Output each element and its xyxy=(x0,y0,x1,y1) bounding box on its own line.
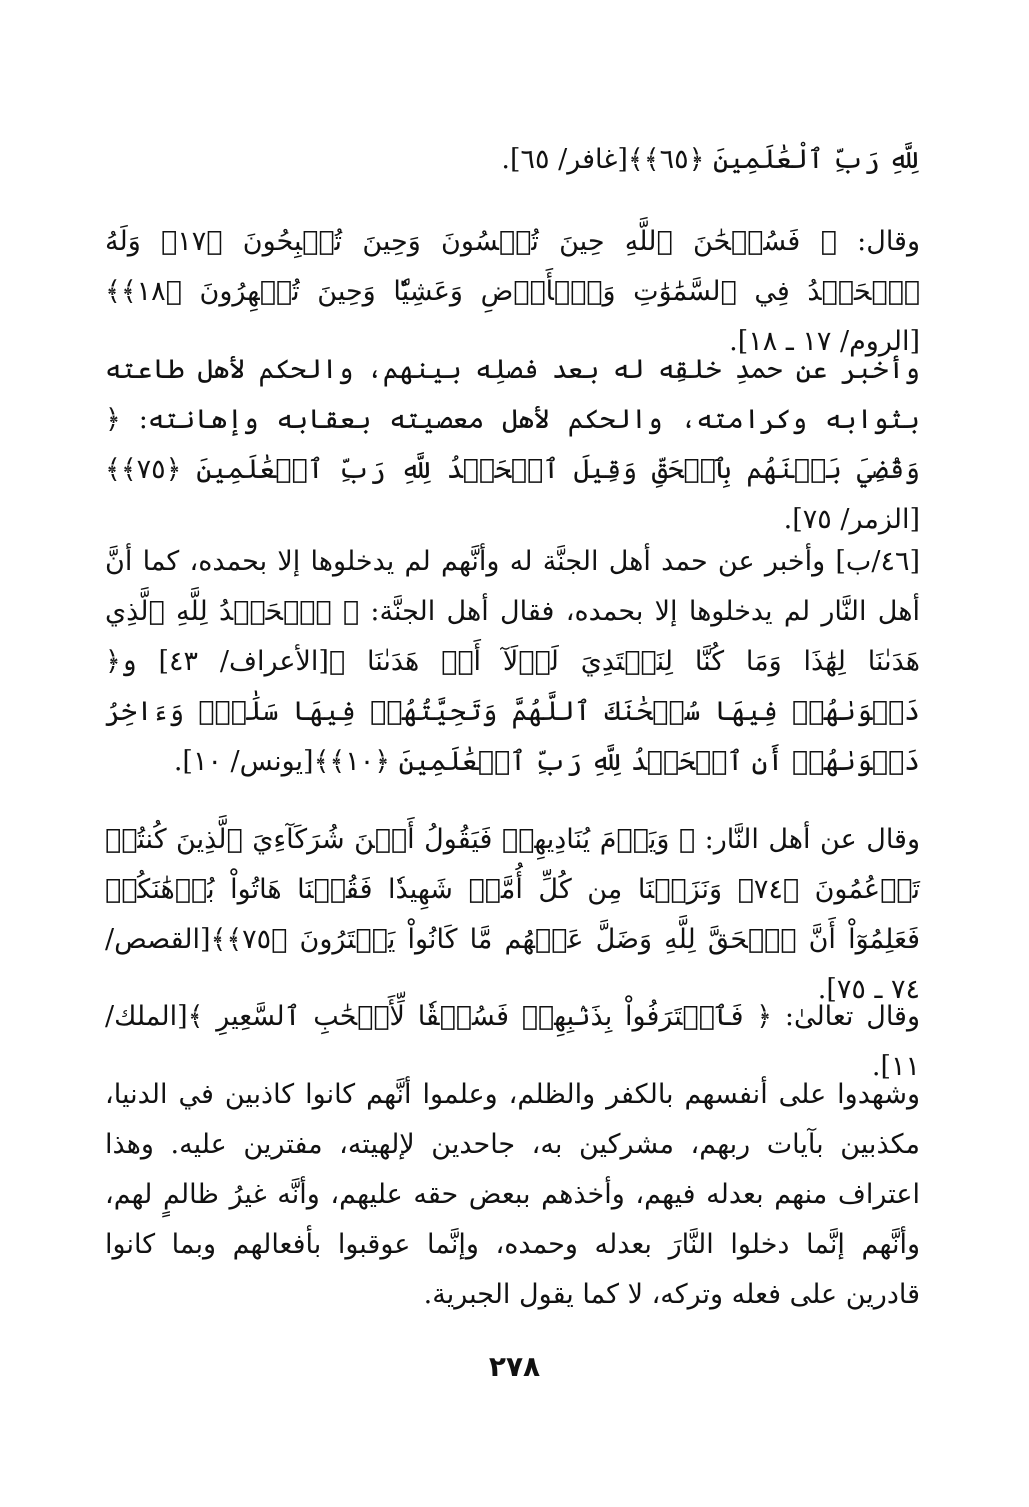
paragraph-3 xyxy=(105,345,920,545)
verse-continuation: لِلَّهِ رَبِّ ٱلْعَٰلَمِينَ ﴿٦٥﴾﴾[غافر/ ٦٥]. xyxy=(501,144,920,175)
paragraph-text: وقال تعالىٰ: ﴿ فَٱعۡتَرَفُواْ بِذَنۢبِهِمۡ فَسُحۡقٗا لِّأَصۡحَٰبِ ٱلسَّعِيرِ ﴾[الملك/ ١١]. xyxy=(105,1001,920,1082)
paragraph-text: وأخبر عن حمدِ خلقِه له بعد فصلِه بينهم، والحكم لأهل طاعته بثوابه وكرامته، والحكم لأهل معصيته بعقابه وإهانته: ﴿ وَقُضِيَ بَيۡنَهُم بِٱلۡحَقِّ وَقِيلَ ٱلۡحَمۡدُ لِلَّهِ رَبِّ ٱلۡعَٰلَمِينَ ﴿٧٥﴾﴾[الزمر/ ٧٥]. xyxy=(105,354,920,535)
paragraph-text: وشهدوا على أنفسهم بالكفر والظلم، وعلموا أنَّهم كانوا كاذبين في الدنيا، مكذبين بآيات ربهم، مشركين به، جاحدين لإلهيته، مفترين عليه. وهذا اعتراف منهم بعدله فيهم، وأخذهم ببعض حقه عليهم، وأنَّه غيرُ ظالمٍ لهم، وأنَّهم إنَّما دخلوا النَّارَ بعدله وحمده، وإنَّما عوقبوا بأفعالهم وبما كانوا قادرين على فعله وتركه، لا كما يقول الجبرية. xyxy=(105,1079,920,1310)
paragraph-text: [٤٦/ب] وأخبر عن حمد أهل الجنَّة له وأنَّهم لم يدخلوها إلا بحمده، كما أنَّ أهل النَّار لم يدخلوها إلا بحمده، فقال أهل الجنَّة: ﴿ ٱلۡحَمۡدُ لِلَّهِ ٱلَّذِي هَدَىٰنَا لِهَٰذَا وَمَا كُنَّا لِنَهۡتَدِيَ لَوۡلَآ أَنۡ هَدَىٰنَا ﴾[الأعراف/ ٤٣] و﴿ دَعۡوَىٰهُمۡ فِيهَا سُبۡحَٰنَكَ ٱللَّهُمَّ وَتَحِيَّتُهُمۡ فِيهَا سَلَٰمٞۚ وَءَاخِرُ دَعۡوَىٰهُمۡ أَنِ ٱلۡحَمۡدُ لِلَّهِ رَبِّ ٱلۡعَٰلَمِينَ ﴿١٠﴾﴾[يونس/ ١٠]. xyxy=(105,546,920,777)
paragraph-1-continuation xyxy=(105,135,920,185)
paragraph-text: وقال عن أهل النَّار: ﴿ وَيَوۡمَ يُنَادِيهِمۡ فَيَقُولُ أَيۡنَ شُرَكَآءِيَ ٱلَّذِينَ كُنتُمۡ تَزۡعُمُونَ ﴿٧٤﴾ وَنَزَعۡنَا مِن كُلِّ أُمَّةٖ شَهِيدٗا فَقُلۡنَا هَاتُواْ بُرۡهَٰنَكُمۡ فَعَلِمُوٓاْ أَنَّ ٱلۡحَقَّ لِلَّهِ وَضَلَّ عَنۡهُم مَّا كَانُواْ يَفۡتَرُونَ ﴿٧٥﴾﴾[القصص/ ٧٤ ـ ٧٥]. xyxy=(105,824,920,1005)
paragraph-5 xyxy=(105,815,920,1015)
paragraph-4 xyxy=(105,537,920,787)
paragraph-text: وقال: ﴿ فَسُبۡحَٰنَ ٱللَّهِ حِينَ تُمۡسُونَ وَحِينَ تُصۡبِحُونَ ﴿١٧﴾ وَلَهُ ٱلۡحَمۡدُ فِي ٱلسَّمَٰوَٰتِ وَٱلۡأَرۡضِ وَعَشِيّٗا وَحِينَ تُظۡهِرُونَ ﴿١٨﴾﴾[الروم/ ١٧ ـ ١٨]. xyxy=(105,226,920,357)
page-number: ٢٧٨ xyxy=(488,1350,541,1383)
paragraph-7 xyxy=(105,1070,920,1320)
